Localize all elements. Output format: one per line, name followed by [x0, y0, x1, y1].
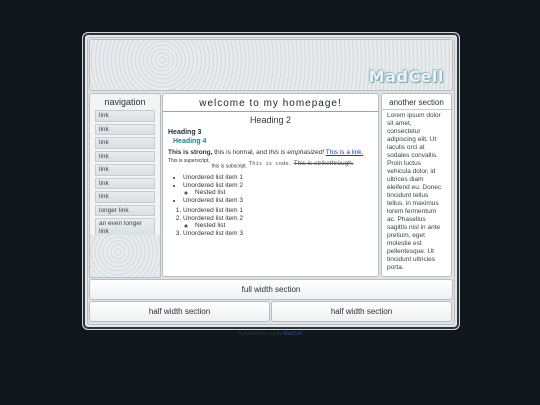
ul-item-2: • Unordered list item 2 ◦ Nested list	[183, 182, 378, 197]
heading-4: Heading 4	[173, 138, 207, 145]
ul-item-1: • Unordered list item 1	[183, 174, 378, 182]
nav-link-6[interactable]: link	[95, 178, 155, 190]
ol-item-1: 1. Unordered list item 1	[183, 207, 378, 215]
nav-link-7[interactable]: link	[95, 191, 155, 203]
full-width-section: full width section	[89, 279, 453, 300]
half-width-section-right: half width section	[271, 301, 452, 322]
main-content	[162, 93, 379, 277]
nav-link-longer[interactable]: longer link	[95, 205, 155, 217]
nav-link-5[interactable]: link	[95, 164, 155, 176]
nav-link-3[interactable]: link	[95, 137, 155, 149]
heading-3: Heading 3	[168, 129, 202, 136]
site-logo: MadCell	[368, 67, 444, 86]
heading-2: Heading 2	[249, 115, 292, 125]
ol-item-2: 2. Unordered list item 2 ◦ Nested list	[183, 215, 378, 230]
navigation-panel	[89, 93, 161, 237]
subscript-text: this is subscript.	[211, 163, 248, 170]
footer	[0, 331, 540, 337]
ol-nested-item: ◦ Nested list	[195, 222, 378, 230]
sidebar-pattern	[89, 235, 161, 278]
half-width-section-left: half width section	[89, 301, 270, 322]
ul-nested-item: ◦ Nested list	[195, 189, 378, 197]
nav-link-even-longer[interactable]: an even longer link	[95, 218, 155, 237]
superscript-text: This is superscript,	[168, 158, 210, 164]
paragraph-formatting	[168, 148, 378, 171]
footer-text: layout/colors css by	[238, 331, 282, 337]
site-header	[89, 39, 453, 91]
navigation-title: navigation	[104, 97, 146, 107]
ol-item-3: 3. Unordered list item 3	[183, 230, 378, 238]
code-text: This is code.	[248, 161, 292, 168]
footer-link[interactable]: MadCell	[283, 331, 302, 337]
emphasized-text: this is emphasized!	[268, 149, 325, 156]
strikethrough-text: This is strikethrough.	[293, 160, 354, 168]
normal-text: this is normal, and	[212, 149, 269, 156]
page-title: welcome to my homepage!	[163, 98, 378, 112]
ul-item-3: • Unordered list item 3	[183, 197, 378, 205]
unordered-list	[163, 174, 378, 204]
aside-title: another section	[382, 98, 451, 110]
content-link[interactable]: This is a link.	[325, 149, 364, 156]
nav-list	[95, 110, 155, 253]
nav-link-4[interactable]: link	[95, 151, 155, 163]
nav-link-1[interactable]: link	[95, 110, 155, 122]
nav-link-2[interactable]: link	[95, 124, 155, 136]
aside-section	[381, 93, 452, 277]
aside-text: Lorem ipsum dolor sit amet, consectetur adipiscing elit. Ut iaculis orci at sodales convallis. Proin luctus vehicula dolor, id ultrices diam eleifend eu. Donec tincidunt tellus tellus, in maximus lorem fermentum ac. Phasellus sagittis nisl in ante pretium, eget molestie est pellentesque. Ut tincidunt ultricies porta.	[387, 112, 442, 271]
ordered-list	[163, 207, 378, 237]
strong-text: This is strong,	[168, 149, 213, 156]
